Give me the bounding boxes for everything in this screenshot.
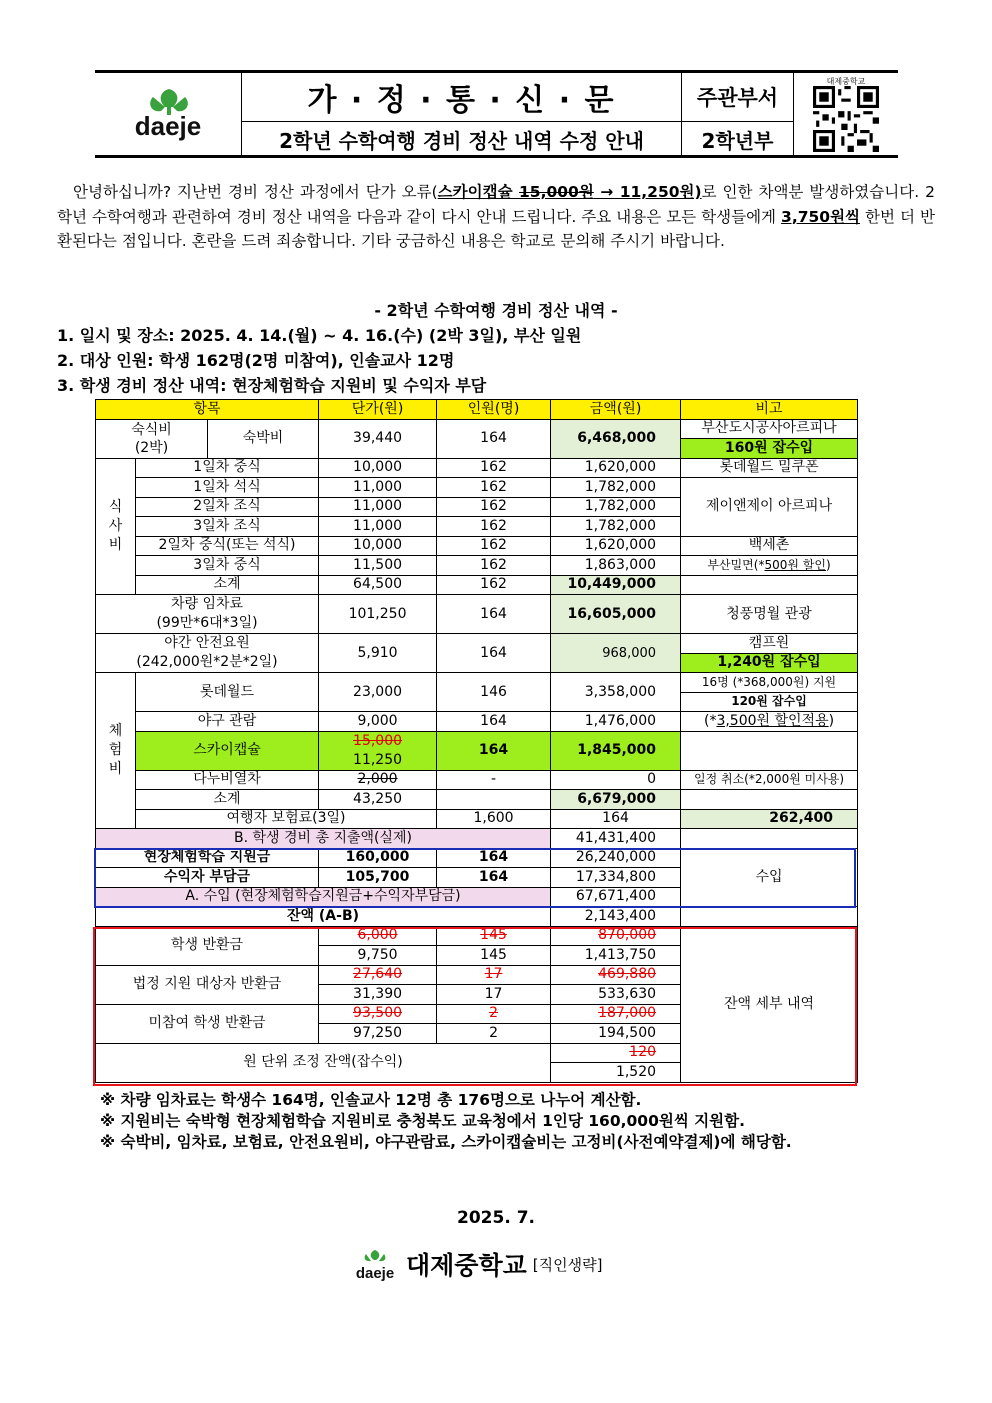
- meal-amount: 1,782,000: [551, 478, 681, 498]
- guard-note-2: 1,240원 잡수입: [681, 653, 858, 673]
- logo-text: daeje: [134, 111, 202, 141]
- meal-price: 10,000: [319, 458, 437, 478]
- table-row-refund-student: [96, 926, 858, 946]
- meal-price: 11,000: [319, 497, 437, 517]
- refund-name: 학생 반환금: [96, 926, 319, 965]
- meal-amount: 1,620,000: [551, 536, 681, 556]
- bus-name: [96, 595, 319, 634]
- capsule-price-new: 11,250: [353, 751, 403, 768]
- guard-name: [96, 634, 319, 673]
- dept-cell: [682, 73, 794, 155]
- guard-note: 캠프원: [681, 634, 858, 654]
- refund-count: 17: [437, 985, 551, 1005]
- refund-amount: 194,500: [551, 1024, 681, 1044]
- lodging-group: 숙식비 (2박): [96, 419, 208, 458]
- guard-label: 야간 안전요원: [164, 635, 250, 651]
- empty-cell: [681, 829, 858, 849]
- meal-count: 162: [437, 556, 551, 576]
- capsule-amount: 1,845,000: [551, 731, 681, 770]
- footer: [350, 1246, 602, 1282]
- baseball-name: 야구 관람: [136, 712, 319, 732]
- capsule-price-old: 15,000: [353, 732, 403, 749]
- meal-count: 162: [437, 536, 551, 556]
- meal-note-discount: 500원 할인: [764, 557, 826, 572]
- balance-name: 잔액 (A-B): [96, 907, 551, 927]
- refund-count: 2: [437, 1024, 551, 1044]
- baseball-count: 164: [437, 712, 551, 732]
- intro-text-3: 한번 더 반환된다는 점입니다. 혼란을 드려 죄송합니다. 기타 궁금하신 내용은 학교로 문의해 주시기 바랍니다.: [57, 207, 935, 250]
- meal-price: 11,000: [319, 517, 437, 537]
- table-row-support: [96, 848, 858, 868]
- meal-note: 롯데월드 밀쿠폰: [681, 458, 858, 478]
- table-row-guard: [96, 634, 858, 654]
- total-a-name: A. 수입 (현장체험학습지원금+수익자부담금): [96, 887, 551, 907]
- support-count: 164: [437, 848, 551, 868]
- guard-count: 164: [437, 634, 551, 673]
- meal-count: 162: [437, 517, 551, 537]
- refund-amount-old: 870,000: [551, 926, 681, 946]
- bus-amount: 16,605,000: [551, 595, 681, 634]
- refund-count-old: 145: [437, 926, 551, 946]
- error-correction: [438, 183, 702, 201]
- table-row-total-b: [96, 829, 858, 849]
- empty-cell: [681, 790, 858, 810]
- lotte-name: 롯데월드: [136, 673, 319, 712]
- guard-price: 5,910: [319, 634, 437, 673]
- header-count: 인원(명): [437, 400, 551, 420]
- table-row-lotte: [96, 673, 858, 693]
- header-item: 항목: [96, 400, 319, 420]
- meal-name: 2일차 조식: [136, 497, 319, 517]
- table-row-insurance: [96, 809, 858, 829]
- meal-note-pre: 부산밀면(*: [707, 557, 765, 572]
- table-row-baseball: [96, 712, 858, 732]
- baseball-note-post: ): [828, 712, 835, 729]
- item-participants: 2. 대상 인원: 학생 162명(2명 미참여), 인솔교사 12명: [57, 351, 455, 370]
- footer-logo: [350, 1246, 400, 1282]
- income-note: 수입: [681, 848, 858, 907]
- page-subtitle: 2학년 수학여행 경비 정산 내역 수정 안내: [279, 129, 644, 153]
- bus-label: 차량 임차료: [170, 596, 244, 612]
- meal-subtotal-amount: 10,449,000: [551, 575, 681, 595]
- page-title: 가 · 정 · 통 · 신 · 문: [242, 73, 681, 122]
- error-new-price: → 11,250원): [593, 183, 702, 201]
- meal-count: 162: [437, 458, 551, 478]
- meal-amount: 1,782,000: [551, 497, 681, 517]
- meal-subtotal-name: 소계: [136, 575, 319, 595]
- meal-count: 162: [437, 497, 551, 517]
- meal-amount: 1,620,000: [551, 458, 681, 478]
- note-item: ※ 숙박비, 임차료, 보험료, 안전요원비, 야구관람료, 스카이캡슐비는 고정비(사전예약결제)에 해당함.: [100, 1133, 792, 1151]
- intro-text-2: 로 인한 차액분 발생하였습니다. 2학년 수학여행과 관련하여 경비 정산 내역을 다음과 같이 다시 안내 드립니다. 주요 내용은 모든 학생들에게: [57, 183, 935, 226]
- meal-amount: 1,782,000: [551, 517, 681, 537]
- meal-name: 2일차 중식(또는 석식): [136, 536, 319, 556]
- dept-label: 주관부서: [682, 73, 793, 122]
- train-name: 다누비열차: [136, 770, 319, 790]
- dept-name: 2학년부: [701, 129, 774, 153]
- table-row-meal-subtotal: [96, 575, 858, 595]
- meal-amount: 1,863,000: [551, 556, 681, 576]
- table-row-balance: [96, 907, 858, 927]
- insurance-count: 164: [551, 809, 681, 829]
- issue-date: 2025. 7.: [457, 1208, 535, 1228]
- support-name: 현장체험학습 지원금: [96, 848, 319, 868]
- qr-caption: 대제중학교: [826, 77, 866, 86]
- meal-name: 3일차 중식: [136, 556, 319, 576]
- qr-code[interactable]: [808, 77, 884, 153]
- guard-amount: 968,000: [551, 634, 681, 673]
- refund-price-old: 6,000: [319, 926, 437, 946]
- rounding-amount-old: 120: [551, 1043, 681, 1063]
- table-row-meal: [96, 536, 858, 556]
- notes: [100, 1090, 792, 1153]
- experience-label: 체 험 비: [96, 673, 136, 829]
- meal-name: 1일차 중식: [136, 458, 319, 478]
- insurance-amount: 262,400: [681, 809, 858, 829]
- rounding-name: 원 단위 조정 잔액(잡수익): [96, 1043, 551, 1082]
- refund-amount: 533,630: [551, 985, 681, 1005]
- note-item: ※ 지원비는 숙박형 현장체험학습 지원비로 충청북도 교육청에서 1인당 160,000원씩 지원함.: [100, 1112, 746, 1130]
- total-b-amount: 41,431,400: [551, 829, 681, 849]
- meal-note: 백세촌: [681, 536, 858, 556]
- table-row-capsule: [96, 731, 858, 770]
- baseball-amount: 1,476,000: [551, 712, 681, 732]
- intro-text-1: 안녕하십니까? 지난번 경비 정산 과정에서 단가 오류(: [73, 183, 438, 201]
- header-amount: 금액(원): [551, 400, 681, 420]
- refund-price: 9,750: [319, 946, 437, 966]
- seal-omitted: [직인생략]: [532, 1255, 603, 1274]
- refund-note: 잔액 세부 내역: [681, 926, 858, 1082]
- balance-amount: 2,143,400: [551, 907, 681, 927]
- meal-subtotal-price: 64,500: [319, 575, 437, 595]
- lotte-note: 16명 (*368,000원) 지원: [681, 673, 858, 693]
- refund-amount-old: 469,880: [551, 965, 681, 985]
- refund-price-old: 27,640: [319, 965, 437, 985]
- self-pay-price: 105,700: [319, 868, 437, 888]
- logo-cell: [95, 73, 242, 155]
- empty-cell: [437, 790, 551, 810]
- refund-price-old: 93,500: [319, 1004, 437, 1024]
- title-cell: [242, 73, 682, 155]
- self-pay-amount: 17,334,800: [551, 868, 681, 888]
- bus-count: 164: [437, 595, 551, 634]
- train-count: -: [437, 770, 551, 790]
- empty-cell: [681, 731, 858, 770]
- item-schedule: 1. 일시 및 장소: 2025. 4. 14.(월) ~ 4. 16.(수) (2박 3일), 부산 일원: [57, 326, 582, 345]
- meal-note: 제이앤제이 아르피나: [681, 478, 858, 537]
- capsule-price: [319, 731, 437, 770]
- meal-count: 162: [437, 478, 551, 498]
- lodging-amount: 6,468,000: [551, 419, 681, 458]
- self-pay-name: 수익자 부담금: [96, 868, 319, 888]
- meal-price: 10,000: [319, 536, 437, 556]
- train-note: 일정 취소(*2,000원 미사용): [681, 770, 858, 790]
- train-price-old: 2,000: [357, 771, 398, 788]
- empty-cell: [681, 575, 858, 595]
- train-price: [319, 770, 437, 790]
- meal-subtotal-count: 162: [437, 575, 551, 595]
- total-a-amount: 67,671,400: [551, 887, 681, 907]
- exp-subtotal-price: 43,250: [319, 790, 437, 810]
- refund-name: 미참여 학생 반환금: [96, 1004, 319, 1043]
- self-pay-count: 164: [437, 868, 551, 888]
- refund-count-old: 17: [437, 965, 551, 985]
- table-row-exp-subtotal: [96, 790, 858, 810]
- newsletter-header: [95, 70, 898, 158]
- lodging-note-2: 160원 잡수입: [681, 439, 858, 459]
- support-amount: 26,240,000: [551, 848, 681, 868]
- settlement-table: [95, 399, 858, 1083]
- table-header: [96, 400, 858, 420]
- error-item: 스카이캡슐: [437, 183, 519, 201]
- lodging-price: 39,440: [319, 419, 437, 458]
- table-row-lodging: [96, 419, 858, 439]
- train-amount: 0: [551, 770, 681, 790]
- table-row-bus: [96, 595, 858, 634]
- total-b-name: B. 학생 경비 총 지출액(실제): [96, 829, 551, 849]
- meal-name: 3일차 조식: [136, 517, 319, 537]
- bus-note: 청풍명월 관광: [681, 595, 858, 634]
- header-note: 비고: [681, 400, 858, 420]
- footer-logo-text: daeje: [355, 1265, 395, 1282]
- qr-cell: [794, 73, 898, 155]
- table-row-train: [96, 770, 858, 790]
- refund-count-old: 2: [437, 1004, 551, 1024]
- lotte-price: 23,000: [319, 673, 437, 712]
- insurance-price: 1,600: [437, 809, 551, 829]
- intro-paragraph: [57, 180, 935, 254]
- meal-price: 11,500: [319, 556, 437, 576]
- baseball-price: 9,000: [319, 712, 437, 732]
- lotte-note-2: 120원 잡수입: [681, 692, 858, 712]
- table-row-meal: [96, 458, 858, 478]
- meal-note-post: ): [825, 557, 831, 572]
- meals-label: 식 사 비: [96, 458, 136, 595]
- insurance-name: 여행자 보험료(3일): [136, 809, 437, 829]
- exp-subtotal-amount: 6,679,000: [551, 790, 681, 810]
- refund-price: 97,250: [319, 1024, 437, 1044]
- lodging-note: 부산도시공사아르피나: [681, 419, 858, 439]
- bus-sub: (99만*6대*3일): [156, 615, 258, 631]
- meal-price: 11,000: [319, 478, 437, 498]
- refund-name: 법정 지원 대상자 반환금: [96, 965, 319, 1004]
- refund-amount: 3,750원씩: [781, 207, 861, 226]
- table-row-meal: [96, 478, 858, 498]
- baseball-note-discount: 3,500원 할인적용: [716, 712, 829, 729]
- refund-amount: 1,413,750: [551, 946, 681, 966]
- guard-sub: (242,000원*2분*2일): [136, 654, 278, 670]
- exp-subtotal-name: 소계: [136, 790, 319, 810]
- section-title: - 2학년 수학여행 경비 정산 내역 -: [374, 301, 618, 320]
- note-item: ※ 차량 임차료는 학생수 164명, 인솔교사 12명 총 176명으로 나누어 계산함.: [100, 1091, 642, 1109]
- qr-image: [808, 86, 884, 152]
- meal-name: 1일차 석식: [136, 478, 319, 498]
- rounding-amount: 1,520: [551, 1063, 681, 1083]
- lotte-amount: 3,358,000: [551, 673, 681, 712]
- header-price: 단가(원): [319, 400, 437, 420]
- bus-price: 101,250: [319, 595, 437, 634]
- empty-cell: [681, 907, 858, 927]
- baseball-note-pre: (*: [703, 712, 717, 729]
- lotte-count: 146: [437, 673, 551, 712]
- capsule-count: 164: [437, 731, 551, 770]
- capsule-name: 스카이캡슐: [136, 731, 319, 770]
- item-settlement: 3. 학생 경비 정산 내역: 현장체험학습 지원비 및 수익자 부담: [57, 376, 487, 395]
- refund-amount-old: 187,000: [551, 1004, 681, 1024]
- support-price: 160,000: [319, 848, 437, 868]
- lodging-count: 164: [437, 419, 551, 458]
- school-name: 대제중학교: [406, 1251, 527, 1280]
- daeje-logo: [95, 73, 242, 155]
- refund-count: 145: [437, 946, 551, 966]
- table-row-meal: [96, 556, 858, 576]
- baseball-note: [681, 712, 858, 732]
- error-old-price: 15,000원: [519, 183, 594, 201]
- lodging-name: 숙박비: [208, 419, 319, 458]
- refund-price: 31,390: [319, 985, 437, 1005]
- meal-note: [681, 556, 858, 576]
